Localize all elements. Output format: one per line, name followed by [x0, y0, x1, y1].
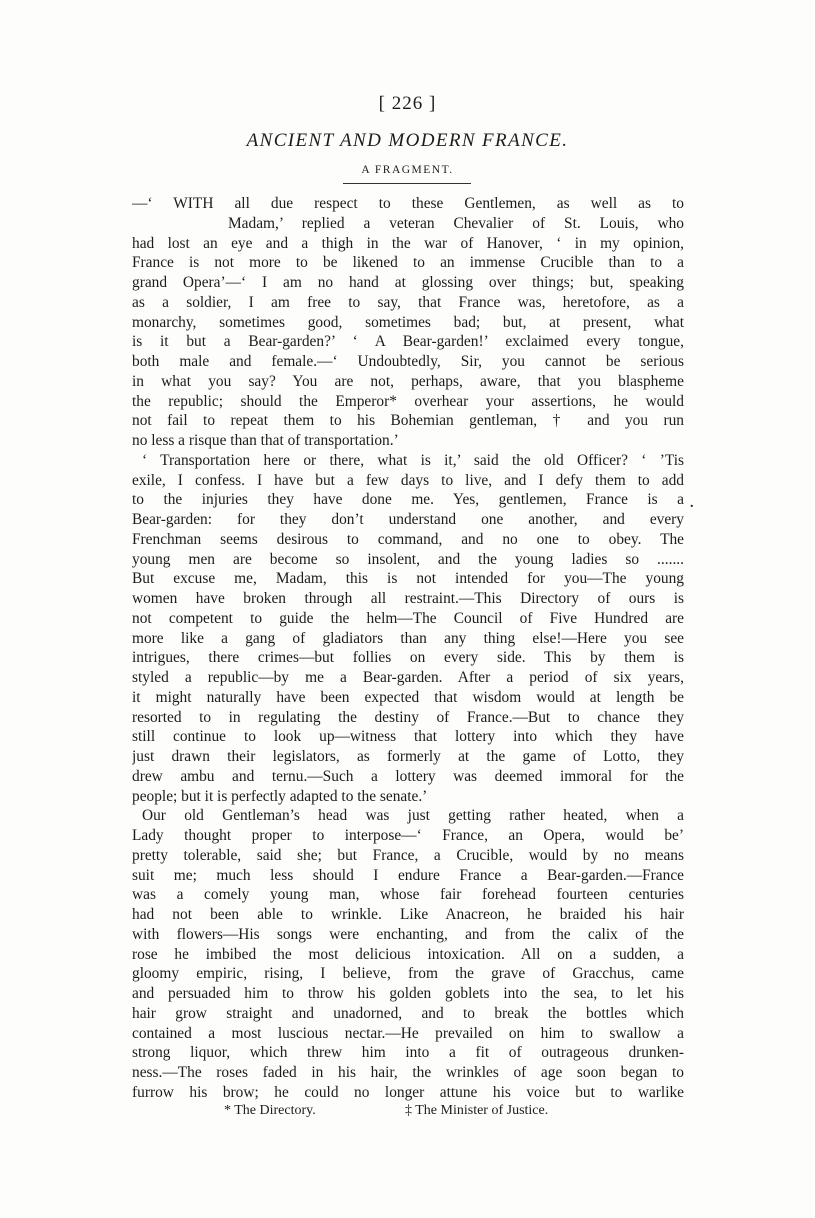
- body-line: had not been able to wrinkle. Like Anacreon, he braided his hair: [132, 906, 684, 923]
- body-line: ‘ Transportation here or there, what is it,’ said the old Officer? ‘ ’Tis: [142, 451, 684, 469]
- body-line: not fail to repeat them to his Bohemian gentleman, † and you run: [132, 412, 684, 430]
- footnote-directory: * The Directory.: [224, 1103, 316, 1118]
- body-line: monarchy, sometimes good, sometimes bad; but, at present, what: [132, 313, 684, 331]
- body-line: —‘ WITH all due respect to these Gentlemen, as well as to: [132, 195, 684, 212]
- body-line: contained a most luscious nectar.—He prevailed on him to swallow a: [132, 1024, 684, 1042]
- body-line: But excuse me, Madam, this is not intended for you—The young: [132, 570, 684, 588]
- body-line: as a soldier, I am free to say, that France was, heretofore, as a: [132, 293, 684, 311]
- body-line: in what you say? You are not, perhaps, aware, that you blaspheme: [132, 372, 684, 390]
- body-line: Frenchman seems desirous to command, and no one to obey. The: [132, 530, 684, 548]
- body-line: women have broken through all restraint.—This Directory of ours is: [132, 590, 684, 607]
- body-line: suit me; much less should I endure France a Bear-garden.—France: [132, 866, 684, 884]
- body-line: was a comely young man, whose fair forehead fourteen centuries: [132, 886, 684, 904]
- body-line: pretty tolerable, said she; but France, a Crucible, would by no means: [132, 846, 684, 864]
- body-line: rose he imbibed the most delicious intoxication. All on a sudden, a: [132, 945, 684, 963]
- body-line: strong liquor, which threw him into a fit of outrageous drunken-: [132, 1044, 684, 1062]
- body-line: Bear-garden: for they don’t understand one another, and every: [132, 511, 684, 528]
- body-line: to the injuries they have done me. Yes, gentlemen, France is a: [132, 491, 684, 509]
- body-line: France is not more to be likened to an immense Crucible than to a: [132, 254, 684, 272]
- body-line: hair grow straight and unadorned, and to break the bottles which: [132, 1004, 684, 1022]
- body-line: still continue to look up—witness that lottery into which they have: [132, 728, 684, 746]
- body-line: it might naturally have been expected that wisdom would at length be: [132, 688, 684, 706]
- body-line: exile, I confess. I have but a few days to live, and I defy them to add: [132, 471, 684, 489]
- body-line: Madam,’ replied a veteran Chevalier of St. Louis, who: [228, 214, 684, 232]
- body-line: no less a risque than that of transportation.’: [132, 432, 399, 449]
- body-line: with flowers—His songs were enchanting, and from the calix of the: [132, 925, 684, 943]
- body-line: gloomy empiric, rising, I believe, from the grave of Gracchus, came: [132, 965, 684, 983]
- body-line: Lady thought proper to interpose—‘ France, an Opera, would be’: [132, 827, 684, 844]
- article-subtitle: A FRAGMENT.: [361, 164, 454, 176]
- body-line: Our old Gentleman’s head was just getting rather heated, when a: [142, 807, 684, 825]
- body-line: styled a republic—by me a Bear-garden. After a period of six years,: [132, 669, 684, 686]
- body-line: resorted to in regulating the destiny of France.—But to chance they: [132, 708, 684, 726]
- body-line: grand Opera’—‘ I am no hand at glossing over things; but, speaking: [132, 274, 684, 291]
- body-line: ness.—The roses faded in his hair, the wrinkles of age soon began to: [132, 1064, 684, 1081]
- body-line: more like a gang of gladiators than any thing else!—Here you see: [132, 629, 684, 647]
- body-line: young men are become so insolent, and the young ladies so .......: [132, 550, 684, 568]
- article-title: ANCIENT AND MODERN FRANCE.: [246, 130, 569, 151]
- body-line: and persuaded him to throw his golden goblets into the sea, to let his: [132, 985, 684, 1002]
- title-rule: [343, 183, 471, 184]
- body-line: both male and female.—‘ Undoubtedly, Sir, you cannot be serious: [132, 353, 684, 370]
- margin-mark: .: [690, 496, 694, 511]
- footnote-minister: ‡ The Minister of Justice.: [405, 1103, 549, 1118]
- body-line: furrow his brow; he could no longer attune his voice but to warlike: [132, 1083, 684, 1101]
- body-line: had lost an eye and a thigh in the war of Hanover, ‘ in my opinion,: [132, 234, 684, 252]
- body-line: drew ambu and ternu.—Such a lottery was deemed immoral for the: [132, 767, 684, 785]
- body-line: is it but a Bear-garden?’ ‘ A Bear-garden!’ exclaimed every tongue,: [132, 333, 684, 351]
- body-line: intrigues, there crimes—but follies on every side. This by them is: [132, 649, 684, 667]
- page-number: [ 226 ]: [378, 93, 437, 114]
- body-line: the republic; should the Emperor* overhear your assertions, he would: [132, 392, 684, 410]
- body-line: people; but it is perfectly adapted to the senate.’: [132, 787, 428, 805]
- body-line: not competent to guide the helm—The Council of Five Hundred are: [132, 609, 684, 627]
- body-line: just drawn their legislators, as formerly at the game of Lotto, they: [132, 748, 684, 765]
- article-body: [132, 194, 684, 1103]
